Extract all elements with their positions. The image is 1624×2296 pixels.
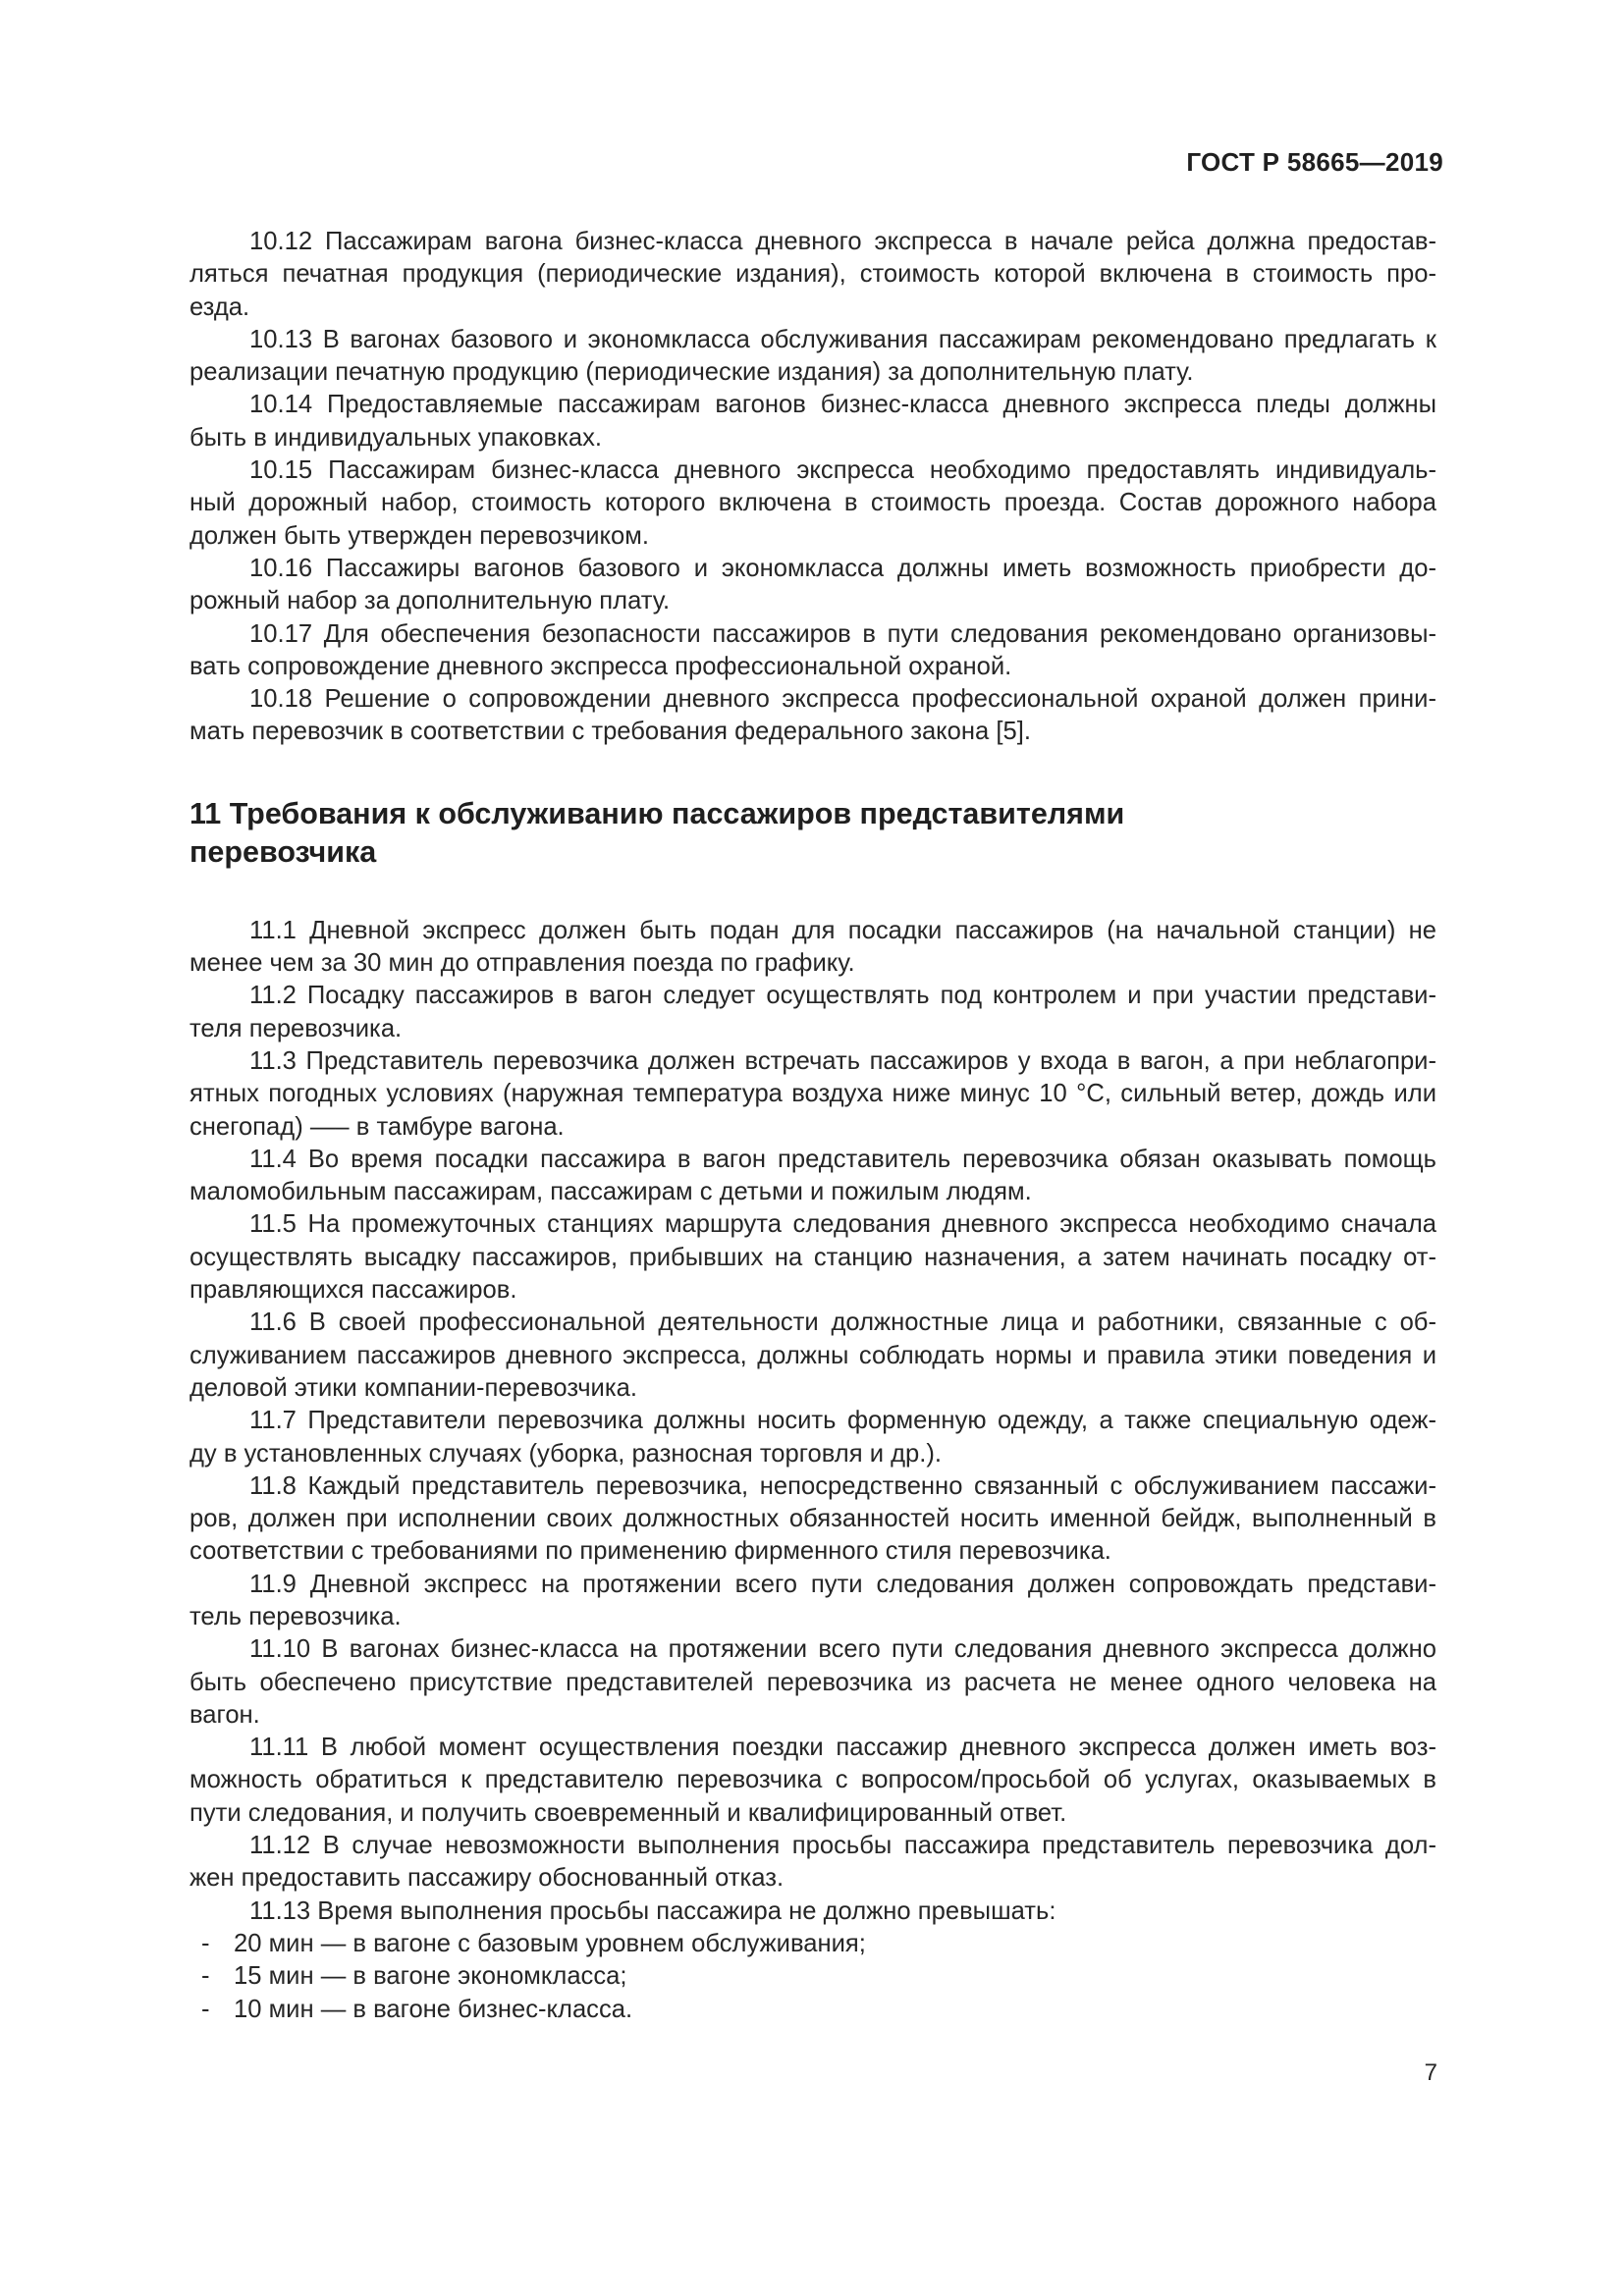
section-11-heading — [189, 795, 1436, 872]
paragraph-line: 11.3 Представитель перевозчика должен встречать пассажиров у входа в вагон, а при неблагопри- — [249, 1046, 1436, 1075]
paragraph-line: служиванием пассажиров дневного экспресса, должны соблюдать нормы и правила этики поведения и — [189, 1341, 1436, 1369]
paragraph-line: быть обеспечено присутствие представителей перевозчика из расчета не менее одного человека на — [189, 1668, 1436, 1696]
paragraph-line: 11.2 Посадку пассажиров в вагон следует осуществлять под контролем и при участии представи- — [249, 982, 1436, 1010]
paragraph-line: ду в установленных случаях (уборка, разносная торговля и др.). — [189, 1439, 943, 1468]
section-11-paragraph — [189, 1896, 1436, 1928]
list-item-text: 20 мин — в вагоне с базовым уровнем обслуживания; — [234, 1929, 866, 1957]
section-10-paragraph — [189, 389, 1436, 454]
paragraph-line: ров, должен при исполнении своих должностных обязанностей носить именной бейдж, выполненный в — [189, 1505, 1436, 1533]
paragraph-line: 10.17 Для обеспечения безопасности пассажиров в пути следования рекомендовано организовы- — [249, 619, 1436, 648]
section-10-paragraphs — [189, 226, 1436, 749]
paragraph-line: ятных погодных условиях (наружная температура воздуха ниже минус 10 °С, сильный ветер, дождь или — [189, 1080, 1436, 1108]
paragraph-line: 11.7 Представители перевозчика должны носить форменную одежду, а также специальную одеж- — [249, 1407, 1436, 1435]
paragraph-line: 10.18 Решение о сопровождении дневного экспресса профессиональной охраной должен прини- — [249, 685, 1436, 714]
section-11-paragraph — [189, 1405, 1436, 1470]
paragraph-line: 11.5 На промежуточных станциях маршрута следования дневного экспресса необходимо сначала — [249, 1210, 1436, 1239]
paragraph-line: 11.12 В случае невозможности выполнения просьбы пассажира представитель перевозчика дол- — [249, 1832, 1436, 1860]
paragraph-line: жен предоставить пассажиру обоснованный отказ. — [189, 1864, 785, 1893]
list-item — [189, 1994, 1436, 2026]
paragraph-line: ляться печатная продукция (периодические издания), стоимость которой включена в стоимость про- — [189, 260, 1436, 289]
paragraph-line: 11.13 Время выполнения просьбы пассажира не должно превышать: — [249, 1896, 1056, 1925]
paragraph-line: пути следования, и получить своевременный и квалифицированный ответ. — [189, 1798, 1067, 1827]
section-11-paragraph — [189, 1470, 1436, 1569]
paragraph-line: можность обратиться к представителю перевозчика с вопросом/просьбой об услугах, оказываемых в — [189, 1766, 1436, 1794]
list-item-text: 15 мин — в вагоне экономкласса; — [234, 1962, 627, 1991]
paragraph-line: 11.8 Каждый представитель перевозчика, непосредственно связанный с обслуживанием пассажи- — [249, 1471, 1436, 1500]
paragraph-line: мать перевозчик в соответствии с требования федерального закона [5]. — [189, 718, 1031, 746]
list-item — [189, 1960, 1436, 1993]
section-10-paragraph — [189, 454, 1436, 553]
section-10-paragraph — [189, 618, 1436, 684]
paragraph-line: 10.13 В вагонах базового и экономкласса обслуживания пассажирам рекомендовано предлагать к — [249, 325, 1436, 353]
paragraph-line: 11.10 В вагонах бизнес-класса на протяжении всего пути следования дневного экспресса должно — [249, 1635, 1436, 1664]
paragraph-line: реализации печатную продукцию (периодические издания) за дополнительную плату. — [189, 358, 1194, 387]
paragraph-line: 11.9 Дневной экспресс на протяжении всего пути следования должен сопровождать представи- — [249, 1570, 1436, 1598]
paragraph-line: 11.6 В своей профессиональной деятельности должностные лица и работники, связанные с об- — [249, 1308, 1436, 1337]
section-11-paragraph — [189, 1144, 1436, 1209]
paragraph-line: правляющихся пассажиров. — [189, 1276, 517, 1305]
paragraph-line: 10.16 Пассажиры вагонов базового и экономкласса должны иметь возможность приобрести до- — [249, 554, 1436, 582]
paragraph-line: теля перевозчика. — [189, 1014, 403, 1042]
section-11-heading-line-1: 11 Требования к обслуживанию пассажиров представителями — [189, 796, 1125, 830]
paragraph-line: 10.15 Пассажирам бизнес-класса дневного экспресса необходимо предоставлять индивидуаль- — [249, 456, 1436, 485]
paragraph-line: менее чем за 30 мин до отправления поезда по графику. — [189, 949, 855, 978]
paragraph-line: вать сопровождение дневного экспресса профессиональной охраной. — [189, 652, 1012, 680]
paragraph-line: осуществлять высадку пассажиров, прибывших на станцию назначения, а затем начинать посадку от- — [189, 1243, 1436, 1271]
list-dash: - — [201, 1962, 210, 1991]
section-11-paragraph — [189, 1045, 1436, 1144]
paragraph-line: 11.4 Во время посадки пассажира в вагон представитель перевозчика обязан оказывать помощь — [249, 1145, 1436, 1173]
section-11-paragraph — [189, 1732, 1436, 1830]
time-limits-list — [189, 1928, 1436, 2026]
paragraph-line: рожный набор за дополнительную плату. — [189, 587, 671, 615]
section-11-heading-line-2: перевозчика — [189, 834, 377, 869]
list-dash: - — [201, 1995, 210, 2023]
paragraph-line: снегопад) —– в тамбуре вагона. — [189, 1112, 565, 1141]
list-item-text: 10 мин — в вагоне бизнес-класса. — [234, 1995, 633, 2023]
paragraph-line: соответствии с требованиями по применению фирменного стиля перевозчика. — [189, 1537, 1111, 1566]
list-dash: - — [201, 1929, 210, 1957]
paragraph-line: быть в индивидуальных упаковках. — [189, 423, 602, 452]
paragraph-line: 11.11 В любой момент осуществления поездки пассажир дневного экспресса должен иметь воз- — [249, 1734, 1436, 1762]
paragraph-line: 10.14 Предоставляемые пассажирам вагонов бизнес-класса дневного экспресса пледы должны — [249, 391, 1436, 419]
document-code-header: ГОСТ Р 58665—2019 — [1186, 147, 1443, 177]
paragraph-line: вагон. — [189, 1700, 260, 1729]
section-11-paragraph — [189, 980, 1436, 1045]
paragraph-line: ный дорожный набор, стоимость которого включена в стоимость проезда. Состав дорожного набора — [189, 489, 1436, 517]
paragraph-line: деловой этики компании-перевозчика. — [189, 1373, 637, 1402]
section-11-paragraph — [189, 1208, 1436, 1307]
paragraph-line: езда. — [189, 293, 250, 321]
section-10-paragraph — [189, 683, 1436, 749]
page-content — [189, 226, 1436, 2026]
section-10-paragraph — [189, 324, 1436, 390]
section-11-paragraph — [189, 1569, 1436, 1634]
section-10-paragraph — [189, 553, 1436, 618]
paragraph-line: 11.1 Дневной экспресс должен быть подан для посадки пассажиров (на начальной станции) не — [249, 916, 1436, 944]
page-number: 7 — [1424, 2059, 1437, 2086]
paragraph-line: тель перевозчика. — [189, 1602, 402, 1630]
section-11-paragraph — [189, 1307, 1436, 1405]
list-item — [189, 1928, 1436, 1960]
paragraph-line: маломобильным пассажирам, пассажирам с детьми и пожилым людям. — [189, 1178, 1032, 1206]
section-11-paragraph — [189, 915, 1436, 981]
paragraph-line: 10.12 Пассажирам вагона бизнес-класса дневного экспресса в начале рейса должна предостав- — [249, 228, 1436, 255]
section-10-paragraph — [189, 226, 1436, 324]
section-11-paragraphs — [189, 915, 1436, 1928]
section-11-paragraph — [189, 1830, 1436, 1896]
section-11-paragraph — [189, 1633, 1436, 1732]
paragraph-line: должен быть утвержден перевозчиком. — [189, 521, 649, 550]
